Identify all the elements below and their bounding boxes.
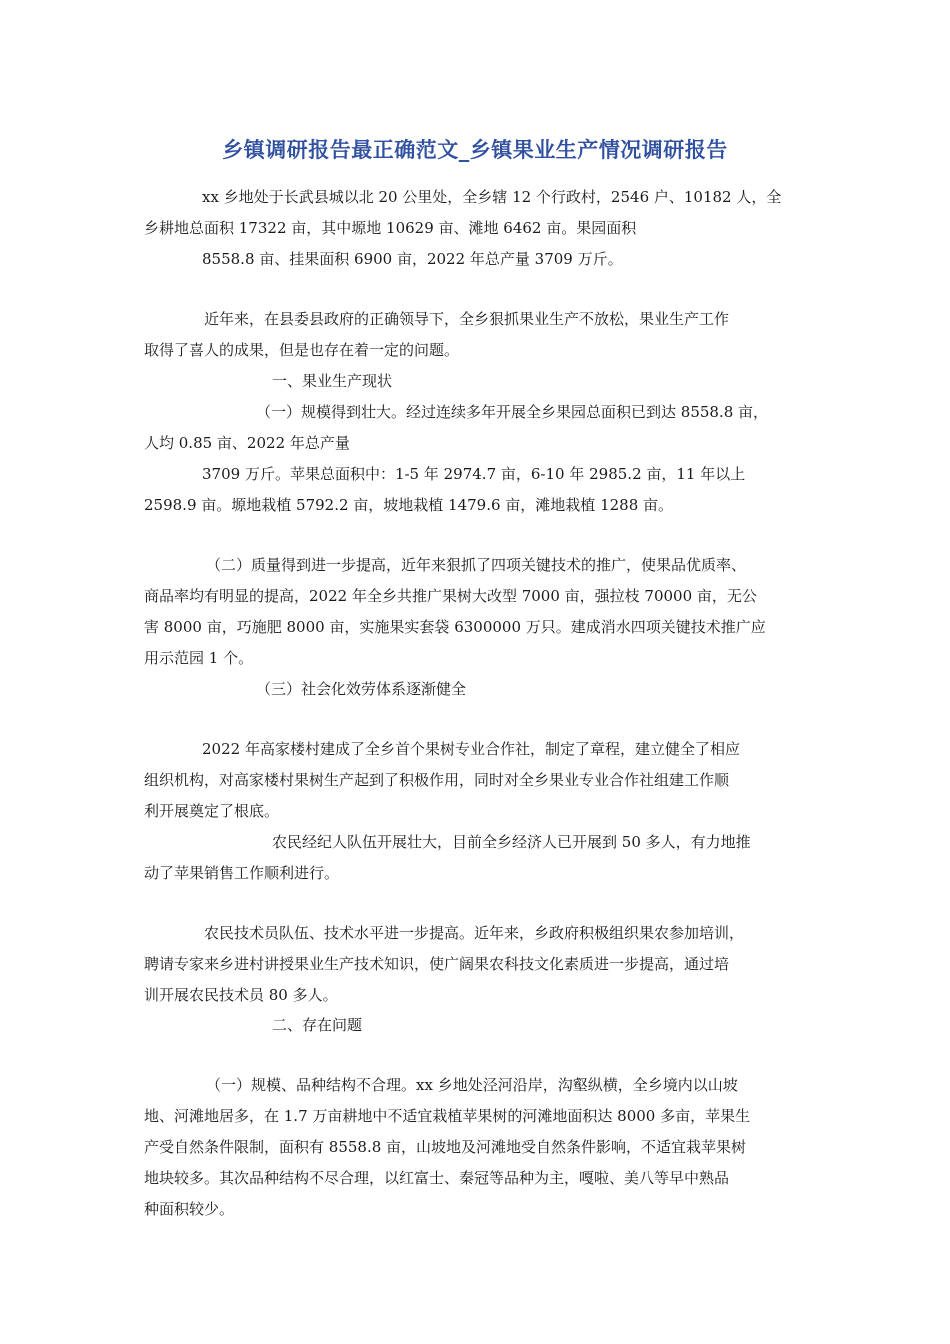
paragraph-technicians <box>144 918 812 1011</box>
text-line: 2022 年高家楼村建成了全乡首个果树专业合作社，制定了章程，建立健全了相应 <box>202 740 740 758</box>
text-line: 种面积较少。 <box>144 1200 235 1218</box>
text-line: 人均 0.85 亩、2022 年总产量 <box>144 434 350 452</box>
text-line: （一）规模、品种结构不合理。xx 乡地处泾河沿岸，沟壑纵横，全乡境内以山坡 <box>206 1076 738 1094</box>
text-line: 利开展奠定了根底。 <box>144 802 280 820</box>
text-line: 近年来，在县委县政府的正确领导下，全乡狠抓果业生产不放松，果业生产工作 <box>204 310 730 328</box>
text-line: 一、果业生产现状 <box>272 372 393 390</box>
text-line: 产受自然条件限制，面积有 8558.8 亩，山坡地及河滩地受自然条件影响，不适宜栽苹果树 <box>144 1138 747 1156</box>
text-line: 组织机构，对高家楼村果树生产起到了积极作用，同时对全乡果业专业合作社组建工作顺 <box>144 771 730 789</box>
paragraph-cooperative <box>144 734 812 827</box>
text-line: xx 乡地处于长武县城以北 20 公里处，全乡辖 12 个行政村，2546 户、10182 人，全 <box>202 188 782 206</box>
paragraph-quality <box>144 550 812 674</box>
paragraph-overview <box>144 182 812 275</box>
paragraph-intro <box>144 304 812 366</box>
text-line: （一）规模得到壮大。经过连续多年开展全乡果园总面积已到达 8558.8 亩， <box>256 403 769 421</box>
paragraph-brokers <box>144 827 812 889</box>
page-title: 乡镇调研报告最正确范文_乡镇果业生产情况调研报告 <box>222 138 728 162</box>
text-line: （三）社会化效劳体系逐渐健全 <box>256 680 467 698</box>
text-line: 地块较多。其次品种结构不尽合理，以红富士、秦冠等品种为主，嘎啦、美八等早中熟品 <box>144 1169 730 1187</box>
text-line: 害 8000 亩，巧施肥 8000 亩，实施果实套袋 6300000 万只。建成消水四项关键技术推广应 <box>144 618 766 636</box>
text-line: 2598.9 亩。塬地栽植 5792.2 亩，坡地栽植 1479.6 亩，滩地栽植 1288 亩。 <box>144 496 674 514</box>
text-line: 乡耕地总面积 17322 亩，其中塬地 10629 亩、滩地 6462 亩。果园面积 <box>144 219 637 237</box>
text-line: 商品率均有明显的提高，2022 年全乡共推广果树大改型 7000 亩，强拉枝 70000 亩，无公 <box>144 587 757 605</box>
text-line: 农民经纪人队伍开展壮大，目前全乡经济人已开展到 50 多人，有力地推 <box>272 833 751 851</box>
text-line: 取得了喜人的成果，但是也存在着一定的问题。 <box>144 341 460 359</box>
text-line: （二）质量得到进一步提高，近年来狠抓了四项关键技术的推广，使果品优质率、 <box>206 556 747 574</box>
text-line: 训开展农民技术员 80 多人。 <box>144 986 338 1004</box>
section-heading-2 <box>144 1010 812 1041</box>
text-line: 用示范园 1 个。 <box>144 649 254 667</box>
text-line: 3709 万斤。苹果总面积中：1-5 年 2974.7 亩，6-10 年 2985.2 亩，11 年以上 <box>202 465 746 483</box>
text-line: 聘请专家来乡进村讲授果业生产技术知识，使广阔果农科技文化素质进一步提高，通过培 <box>144 955 730 973</box>
paragraph-structure-problem <box>144 1070 812 1225</box>
text-line: 农民技术员队伍、技术水平进一步提高。近年来，乡政府积极组织果农参加培训， <box>204 924 745 942</box>
text-line: 8558.8 亩、挂果面积 6900 亩，2022 年总产量 3709 万斤。 <box>202 250 623 268</box>
text-line: 动了苹果销售工作顺利进行。 <box>144 864 340 882</box>
section-heading-service <box>144 674 812 705</box>
text-line: 地、河滩地居多，在 1.7 万亩耕地中不适宜栽植苹果树的河滩地面积达 8000 多亩，苹果生 <box>144 1107 751 1125</box>
paragraph-scale <box>144 397 812 521</box>
section-heading-1 <box>144 366 812 397</box>
text-line: 二、存在问题 <box>272 1016 363 1034</box>
